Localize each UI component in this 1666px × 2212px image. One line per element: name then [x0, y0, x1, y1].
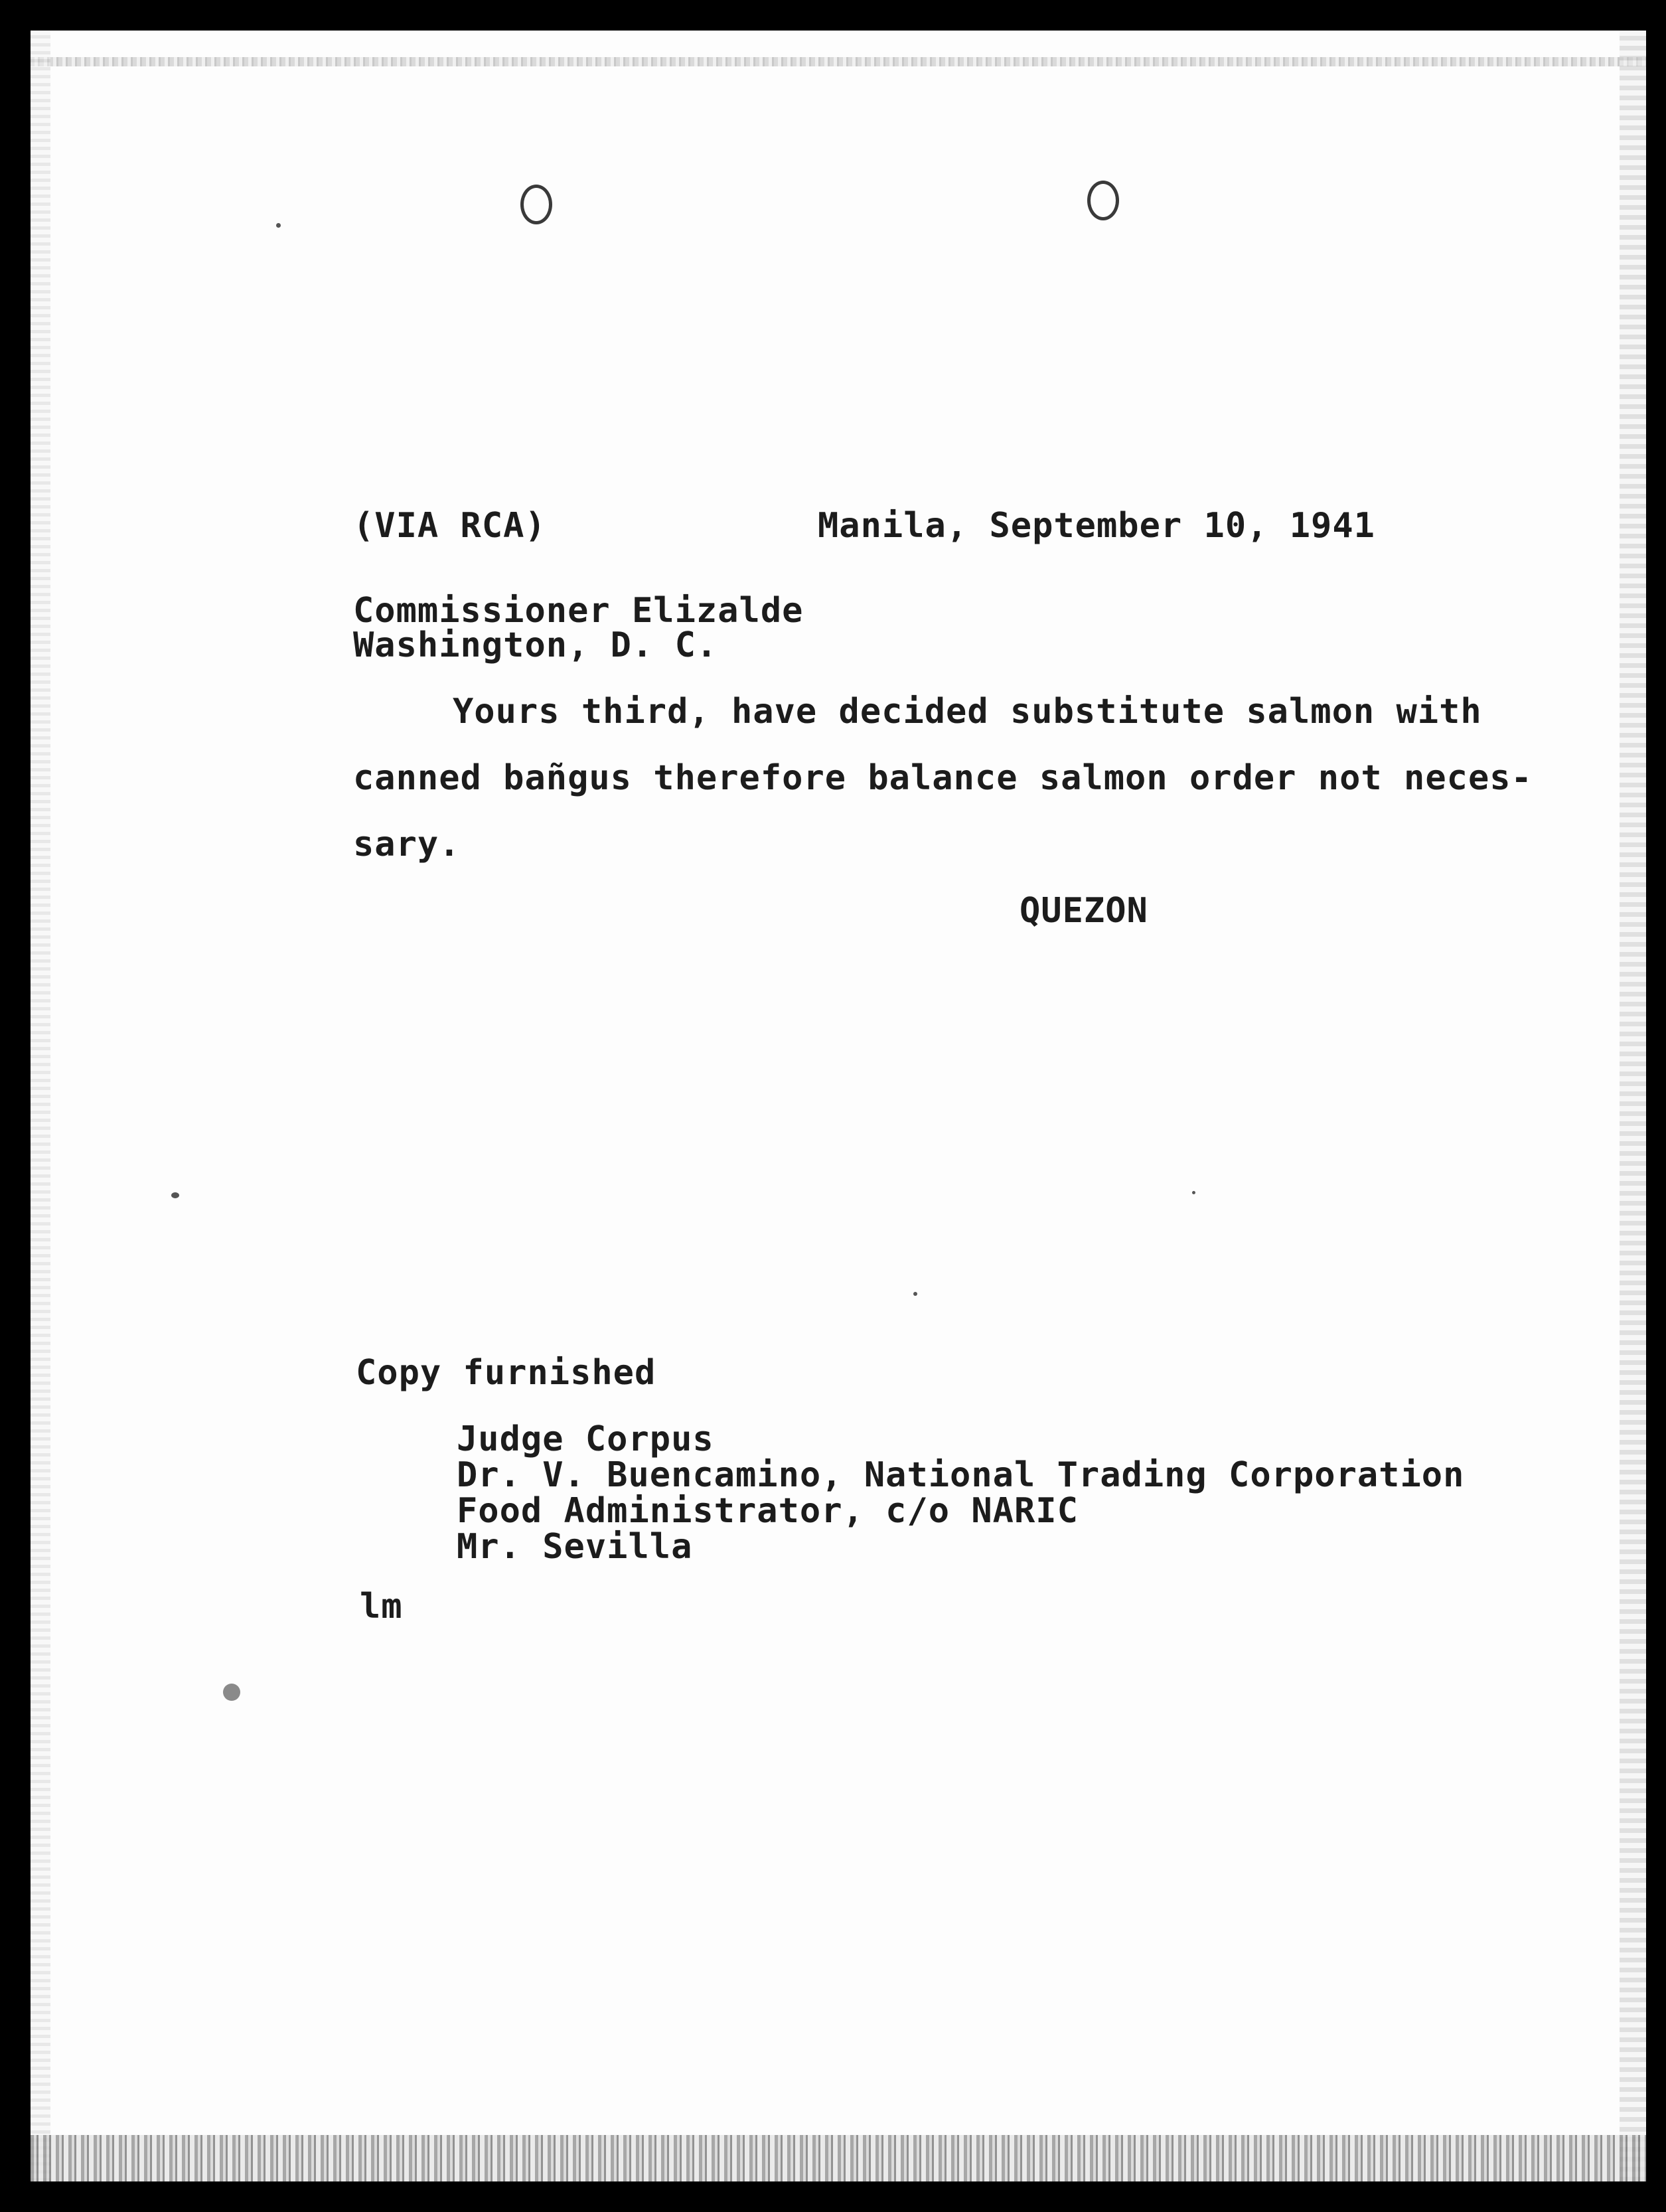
copy-recipient: Judge Corpus: [457, 1419, 714, 1459]
typist-initials: lm: [360, 1587, 403, 1626]
scan-bottom-edge: [31, 2135, 1646, 2181]
scan-speck: [171, 1192, 179, 1198]
copy-recipient: Dr. V. Buencamino, National Trading Corporation: [457, 1455, 1465, 1495]
body-line: Yours third, have decided substitute salmon with: [453, 692, 1482, 732]
punch-hole-right: [1087, 181, 1119, 220]
punch-hole-left: [520, 185, 552, 224]
scan-top-edge: [31, 57, 1646, 66]
scan-smudge: [223, 1684, 240, 1701]
place-date: Manila, September 10, 1941: [818, 506, 1375, 546]
scan-left-edge: [31, 31, 50, 2181]
scan-speck: [913, 1292, 917, 1296]
copy-heading: Copy furnished: [356, 1353, 656, 1393]
copy-recipient: Food Administrator, c/o NARIC: [457, 1491, 1079, 1531]
body-line: canned bañgus therefore balance salmon order not neces-: [353, 758, 1533, 798]
copy-recipient: Mr. Sevilla: [457, 1527, 693, 1567]
body-line: sary.: [353, 825, 461, 864]
recipient-location: Washington, D. C.: [353, 625, 718, 665]
recipient-name: Commissioner Elizalde: [353, 591, 804, 631]
scan-speck: [1192, 1191, 1195, 1194]
scan-speck: [276, 223, 281, 228]
document-page: [31, 31, 1646, 2181]
signature: QUEZON: [1020, 891, 1148, 931]
scan-right-edge: [1620, 31, 1646, 2181]
transmission-note: (VIA RCA): [353, 506, 546, 546]
